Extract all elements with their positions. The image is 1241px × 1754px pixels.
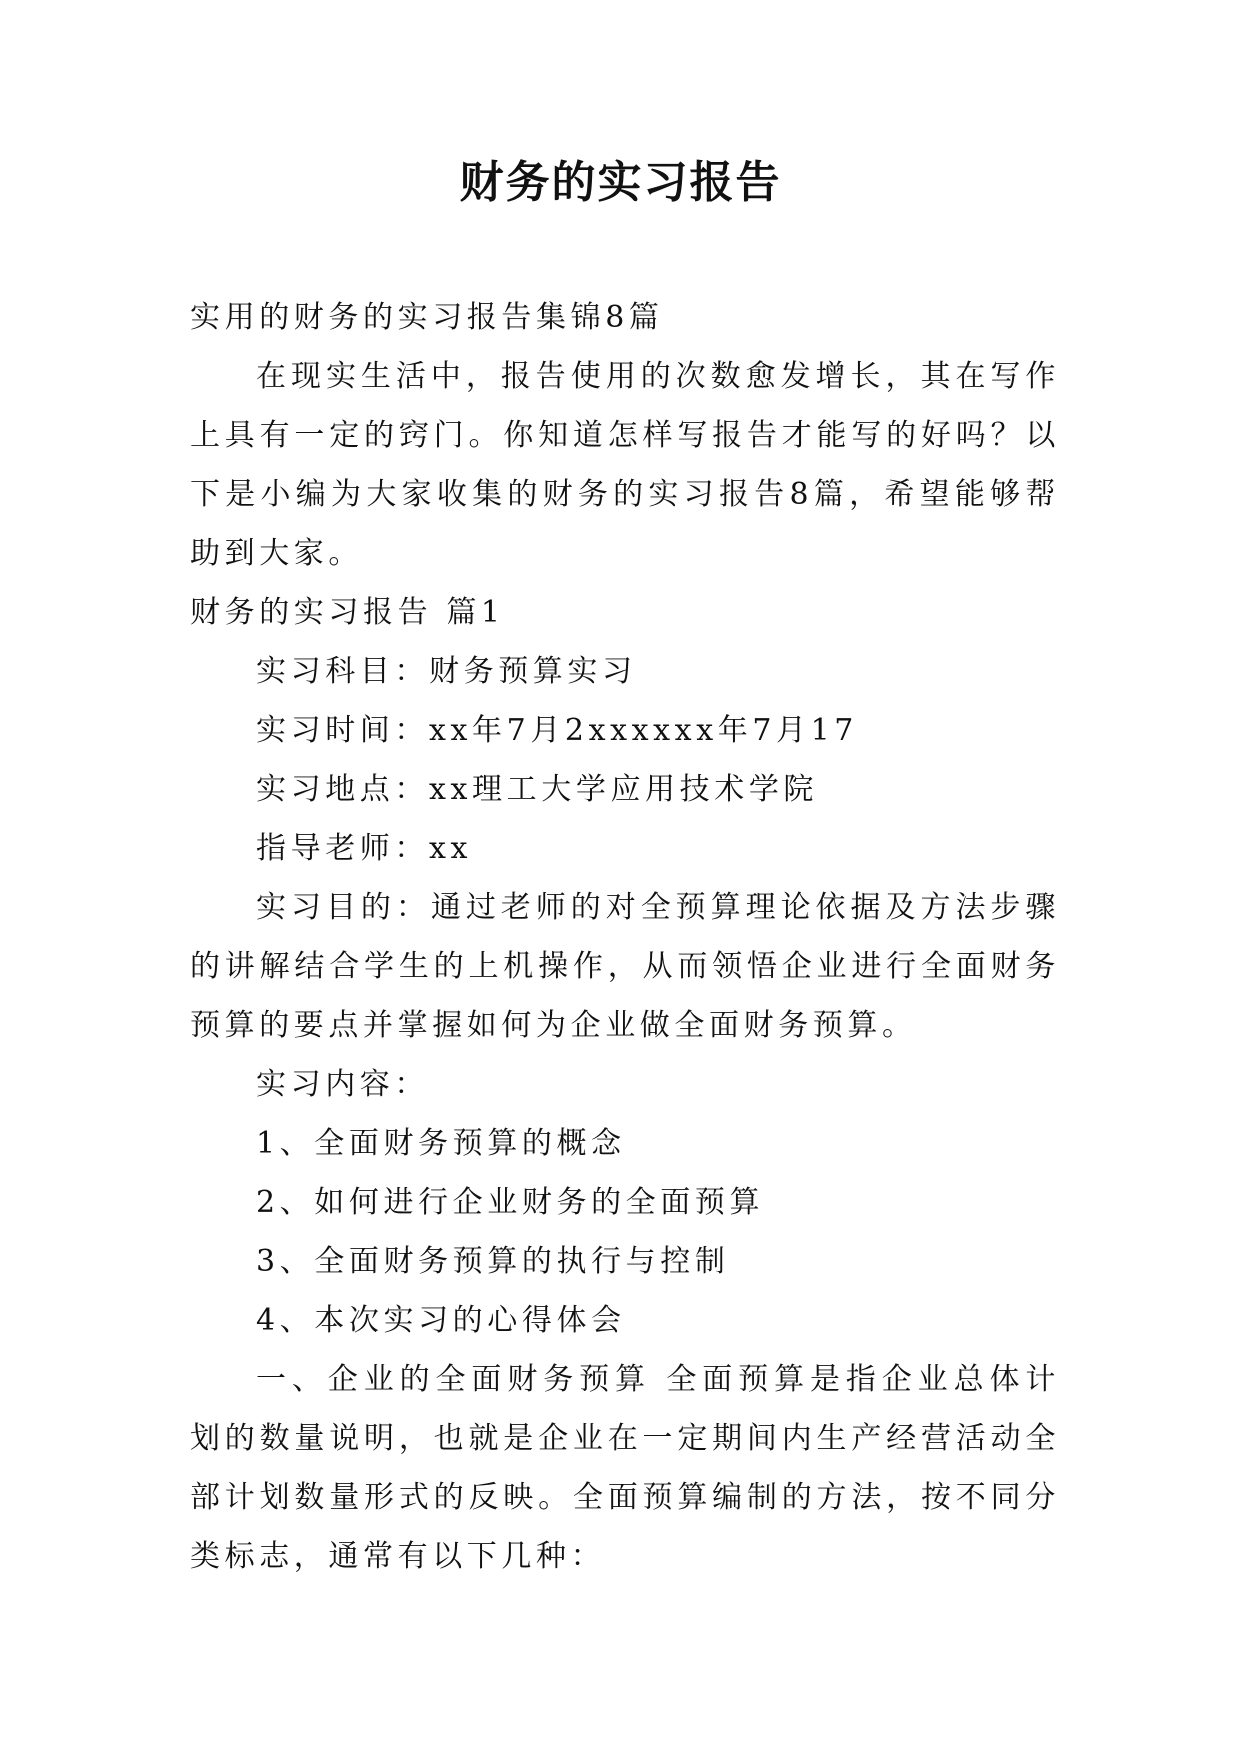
document-body xyxy=(190,288,1060,1586)
internship-time: 实习时间：xx年7月2xxxxxx年7月17 xyxy=(256,713,858,748)
collection-subtitle: 实用的财务的实习报告集锦8篇 xyxy=(190,300,664,335)
content-item-1: 1、全面财务预算的概念 xyxy=(256,1126,626,1161)
content-item-3: 3、全面财务预算的执行与控制 xyxy=(256,1244,730,1279)
internship-subject: 实习科目：财务预算实习 xyxy=(256,654,637,689)
section-heading: 财务的实习报告 篇1 xyxy=(190,595,505,630)
internship-purpose: 实习目的：通过老师的对全预算理论依据及方法步骤的讲解结合学生的上机操作，从而领悟企业进行全面财务预算的要点并掌握如何为企业做全面财务预算。 xyxy=(190,890,1060,1043)
content-item-4: 4、本次实习的心得体会 xyxy=(256,1303,626,1338)
content-item-2: 2、如何进行企业财务的全面预算 xyxy=(256,1185,765,1220)
internship-content-label: 实习内容： xyxy=(256,1067,429,1102)
intro-paragraph: 在现实生活中，报告使用的次数愈发增长，其在写作上具有一定的窍门。你知道怎样写报告才能写的好吗？以下是小编为大家收集的财务的实习报告8篇，希望能够帮助到大家。 xyxy=(190,359,1060,571)
document-title: 财务的实习报告 xyxy=(459,157,782,208)
budget-section-paragraph: 一、企业的全面财务预算 全面预算是指企业总体计划的数量说明，也就是企业在一定期间内生产经营活动全部计划数量形式的反映。全面预算编制的方法，按不同分类标志，通常有以下几种： xyxy=(190,1362,1060,1574)
internship-location: 实习地点：xx理工大学应用技术学院 xyxy=(256,772,819,807)
internship-advisor: 指导老师：xx xyxy=(256,831,473,866)
